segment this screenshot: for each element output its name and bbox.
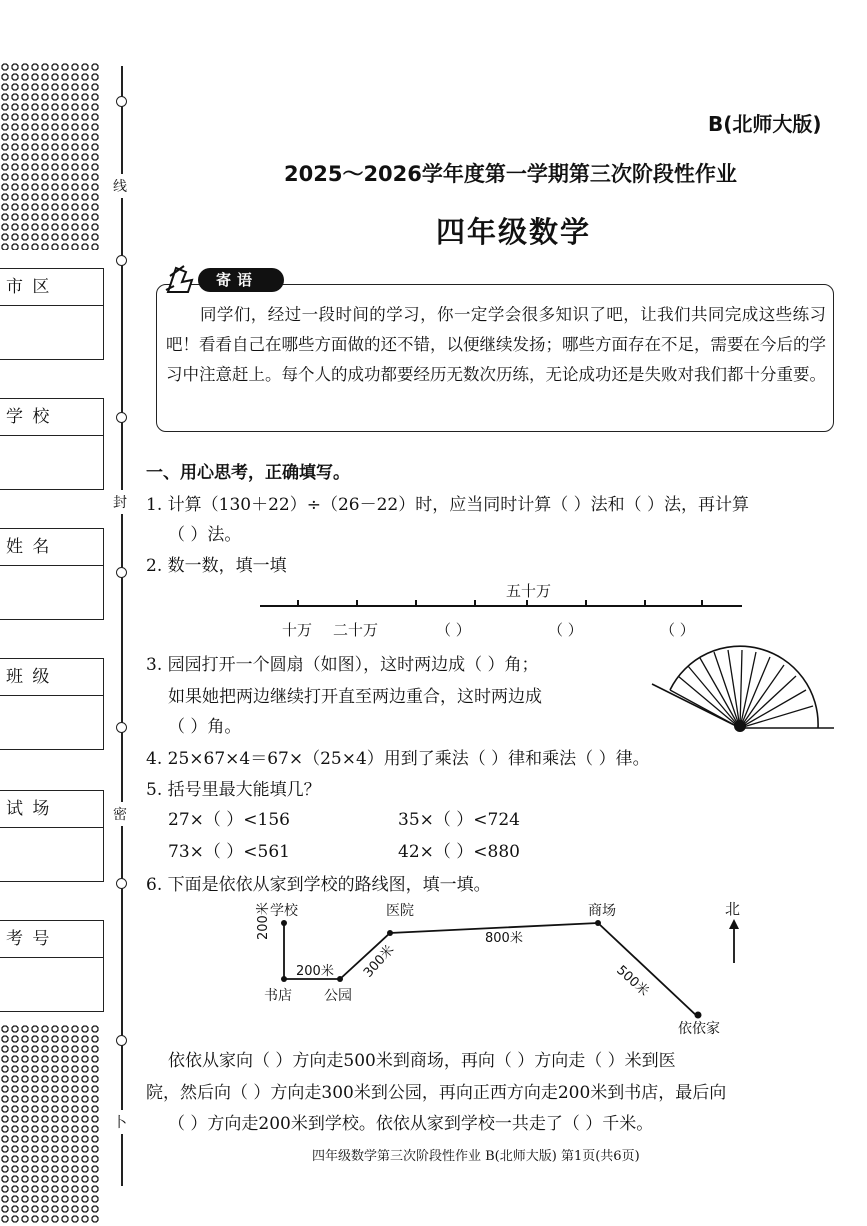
side-label: 班 级 [0, 659, 103, 696]
map-distance: 300米 [360, 942, 398, 981]
binding-circle [116, 412, 127, 423]
fan-figure [650, 640, 836, 732]
map-label-park: 公园 [324, 988, 352, 1004]
number-line-label: （ ） [548, 621, 583, 639]
binding-dots-bottom [0, 1024, 100, 1224]
page-title: 2025～2026学年度第一学期第三次阶段性作业 [284, 162, 737, 186]
section-heading: 一、用心思考，正确填写。 [146, 463, 350, 483]
binding-circle [116, 722, 127, 733]
question-5-item: 27×（ ）<156 [168, 810, 290, 830]
binding-mark: 线 [113, 174, 127, 198]
question-6-text: （ ）方向走200米到学校。依依从家到学校一共走了（ ）千米。 [168, 1114, 654, 1134]
bookstore-point [281, 976, 287, 982]
side-label: 姓 名 [0, 529, 103, 566]
banner-label: 寄语 [216, 271, 259, 289]
binding-mark: 封 [113, 490, 127, 514]
side-field-district [0, 268, 104, 360]
question-5: 5. 括号里最大能填几？ [146, 780, 321, 800]
binding-mark: 密 [113, 802, 127, 826]
banner [162, 262, 290, 296]
question-5-item: 35×（ ）<724 [398, 810, 520, 830]
map-distance: 200米 [296, 964, 334, 979]
number-line-top-label: 五十万 [506, 582, 552, 600]
binding-circle [116, 1035, 127, 1046]
hospital-point [387, 930, 393, 936]
side-field-school [0, 398, 104, 490]
map-distance: 500米 [613, 962, 652, 1000]
side-field-class [0, 658, 104, 750]
question-3: 3. 园园打开一个圆扇（如图），这时两边成（ ）角； [146, 655, 539, 675]
side-field-number [0, 920, 104, 1012]
side-field-room [0, 790, 104, 882]
map-label-bookstore: 书店 [264, 988, 292, 1004]
question-3-cont2: （ ）角。 [168, 717, 242, 737]
number-line-label: 十万 [282, 621, 313, 639]
binding-circle [116, 96, 127, 107]
question-5-item: 42×（ ）<880 [398, 842, 520, 862]
north-arrow-icon [729, 919, 739, 963]
park-point [337, 976, 343, 982]
question-5-item: 73×（ ）<561 [168, 842, 290, 862]
question-2: 2. 数一数，填一填 [146, 556, 287, 576]
binding-circle [116, 567, 127, 578]
map-label-mall: 商场 [588, 903, 616, 919]
page-footer: 四年级数学第三次阶段性作业 B(北师大版) 第1页(共6页) [312, 1149, 640, 1164]
school-point [281, 920, 287, 926]
question-6-text: 院，然后向（ ）方向走300米到公园，再向正西方向走200米到书店，最后向 [146, 1083, 727, 1103]
map-label-hospital: 医院 [386, 903, 414, 919]
map-distance: 200米 [256, 902, 271, 940]
question-6: 6. 下面是依依从家到学校的路线图，填一填。 [146, 875, 491, 895]
mall-point [595, 920, 601, 926]
page-subtitle: 四年级数学 [436, 215, 592, 249]
map-label-north: 北 [725, 900, 741, 918]
side-field-name [0, 528, 104, 620]
side-label: 试 场 [0, 791, 103, 828]
question-4: 4. 25×67×4＝67×（25×4）用到了乘法（ ）律和乘法（ ）律。 [146, 749, 650, 769]
question-1-cont: （ ）法。 [168, 525, 242, 545]
side-label: 考 号 [0, 921, 103, 958]
intro-text: 同学们，经过一段时间的学习，你一定学会很多知识了吧，让我们共同完成这些练习吧！看看自己在哪些方面做的还不错，以便继续发扬；哪些方面存在不足，需要在今后的学习中注意赶上。每个人的成功都要经历无数次历练，无论成功还是失败对我们都十分重要。 [166, 305, 826, 384]
number-line-label: 二十万 [333, 621, 379, 639]
binding-circle [116, 878, 127, 889]
number-line-label: （ ） [436, 621, 471, 639]
question-3-cont: 如果她把两边继续打开直至两边重合，这时两边成 [168, 687, 542, 707]
question-1: 1. 计算（130＋22）÷（26－22）时，应当同时计算（ ）法和（ ）法，再计算 [146, 495, 750, 515]
edition-label: B(北师大版) [708, 112, 822, 136]
binding-mark: 卜 [113, 1110, 127, 1134]
binding-line [121, 66, 123, 1186]
map-distance: 800米 [485, 931, 523, 946]
number-line-label: （ ） [660, 621, 695, 639]
side-label: 学 校 [0, 399, 103, 436]
side-label: 市 区 [0, 269, 103, 306]
binding-circle [116, 255, 127, 266]
question-6-text: 依依从家向（ ）方向走500米到商场，再向（ ）方向走（ ）米到医 [168, 1051, 676, 1071]
binding-dots-top [0, 62, 100, 250]
number-line [260, 598, 744, 612]
map-label-school: 学校 [270, 903, 298, 919]
map-label-home: 依依家 [678, 1021, 720, 1037]
